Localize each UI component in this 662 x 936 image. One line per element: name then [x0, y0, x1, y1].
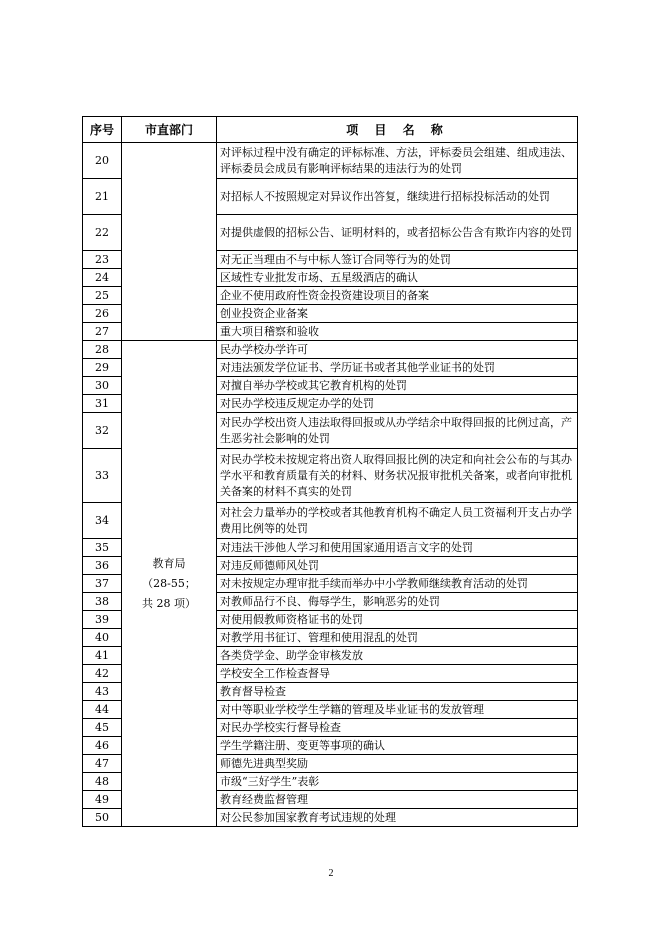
- page-number: 2: [328, 868, 334, 879]
- row-no: 40: [83, 629, 122, 647]
- row-item: 对招标人不按照规定对异议作出答复，继续进行招标投标活动的处罚: [217, 179, 578, 215]
- row-no: 39: [83, 611, 122, 629]
- row-item: 企业不使用政府性资金投资建设项目的备案: [217, 287, 578, 305]
- row-no: 48: [83, 773, 122, 791]
- row-no: 27: [83, 323, 122, 341]
- row-item: 师德先进典型奖励: [217, 755, 578, 773]
- row-no: 43: [83, 683, 122, 701]
- row-no: 28: [83, 341, 122, 359]
- row-item: 对民办学校出资人违法取得回报或从办学结余中取得回报的比例过高，产生恶劣社会影响的处罚: [217, 413, 578, 449]
- row-no: 45: [83, 719, 122, 737]
- row-no: 38: [83, 593, 122, 611]
- list-table: [82, 116, 578, 827]
- row-no: 22: [83, 215, 122, 251]
- row-item: 对民办学校未按规定将出资人取得回报比例的决定和向社会公布的与其办学水平和教育质量有关的材料、财务状况报审批机关备案，或者向审批机关备案的材料不真实的处罚: [217, 449, 578, 503]
- row-item: 对违反师德师风处罚: [217, 557, 578, 575]
- dept-cell-group-b: [122, 341, 217, 827]
- row-item: 对擅自举办学校或其它教育机构的处罚: [217, 377, 578, 395]
- row-no: 24: [83, 269, 122, 287]
- row-no: 32: [83, 413, 122, 449]
- table-row: [83, 341, 578, 359]
- table-header-row: [83, 117, 578, 143]
- row-no: 42: [83, 665, 122, 683]
- dept-range: （28-55；: [142, 576, 196, 590]
- row-item: 对提供虚假的招标公告、证明材料的，或者招标公告含有欺诈内容的处罚: [217, 215, 578, 251]
- row-item: 创业投资企业备案: [217, 305, 578, 323]
- row-no: 29: [83, 359, 122, 377]
- row-no: 50: [83, 809, 122, 827]
- row-item: 对公民参加国家教育考试违规的处理: [217, 809, 578, 827]
- row-item: 教育督导检查: [217, 683, 578, 701]
- row-item: 对中等职业学校学生学籍的管理及毕业证书的发放管理: [217, 701, 578, 719]
- row-no: 30: [83, 377, 122, 395]
- row-item: 对评标过程中没有确定的评标标准、方法，评标委员会组建、组成违法、评标委员会成员有影响评标结果的违法行为的处罚: [217, 143, 578, 179]
- row-no: 21: [83, 179, 122, 215]
- dept-cell-group-a: [122, 143, 217, 341]
- header-dept: 市直部门: [122, 117, 217, 143]
- row-item: 对教学用书征订、管理和使用混乱的处罚: [217, 629, 578, 647]
- row-no: 23: [83, 251, 122, 269]
- row-item: 区域性专业批发市场、五星级酒店的确认: [217, 269, 578, 287]
- row-item: 教育经费监督管理: [217, 791, 578, 809]
- table-row: [83, 143, 578, 179]
- row-item: 对民办学校实行督导检查: [217, 719, 578, 737]
- row-item: 学生学籍注册、变更等事项的确认: [217, 737, 578, 755]
- row-item: 对民办学校违反规定办学的处罚: [217, 395, 578, 413]
- row-no: 36: [83, 557, 122, 575]
- row-no: 49: [83, 791, 122, 809]
- row-item: 学校安全工作检查督导: [217, 665, 578, 683]
- row-item: 对未按规定办理审批手续而举办中小学教师继续教育活动的处罚: [217, 575, 578, 593]
- row-no: 25: [83, 287, 122, 305]
- row-no: 35: [83, 539, 122, 557]
- row-no: 33: [83, 449, 122, 503]
- row-item: 对使用假教师资格证书的处罚: [217, 611, 578, 629]
- row-item: 对教师品行不良、侮辱学生，影响恶劣的处罚: [217, 593, 578, 611]
- row-no: 47: [83, 755, 122, 773]
- row-no: 31: [83, 395, 122, 413]
- header-no: 序号: [83, 117, 122, 143]
- row-item: 对违法颁发学位证书、学历证书或者其他学业证书的处罚: [217, 359, 578, 377]
- row-item: 对无正当理由不与中标人签订合同等行为的处罚: [217, 251, 578, 269]
- row-item: 对社会力量举办的学校或者其他教育机构不确定人员工资福利开支占办学费用比例等的处罚: [217, 503, 578, 539]
- row-item: 对违法干涉他人学习和使用国家通用语言文字的处罚: [217, 539, 578, 557]
- row-item: 各类贷学金、助学金审核发放: [217, 647, 578, 665]
- row-no: 34: [83, 503, 122, 539]
- dept-count: 共 28 项）: [142, 596, 196, 610]
- row-no: 41: [83, 647, 122, 665]
- row-no: 46: [83, 737, 122, 755]
- row-no: 37: [83, 575, 122, 593]
- header-item: 项 目 名 称: [217, 117, 578, 143]
- row-item: 重大项目稽察和验收: [217, 323, 578, 341]
- row-item: 市级“三好学生”表彰: [217, 773, 578, 791]
- row-item: 民办学校办学许可: [217, 341, 578, 359]
- row-no: 20: [83, 143, 122, 179]
- dept-name: 教育局: [152, 556, 186, 570]
- row-no: 26: [83, 305, 122, 323]
- row-no: 44: [83, 701, 122, 719]
